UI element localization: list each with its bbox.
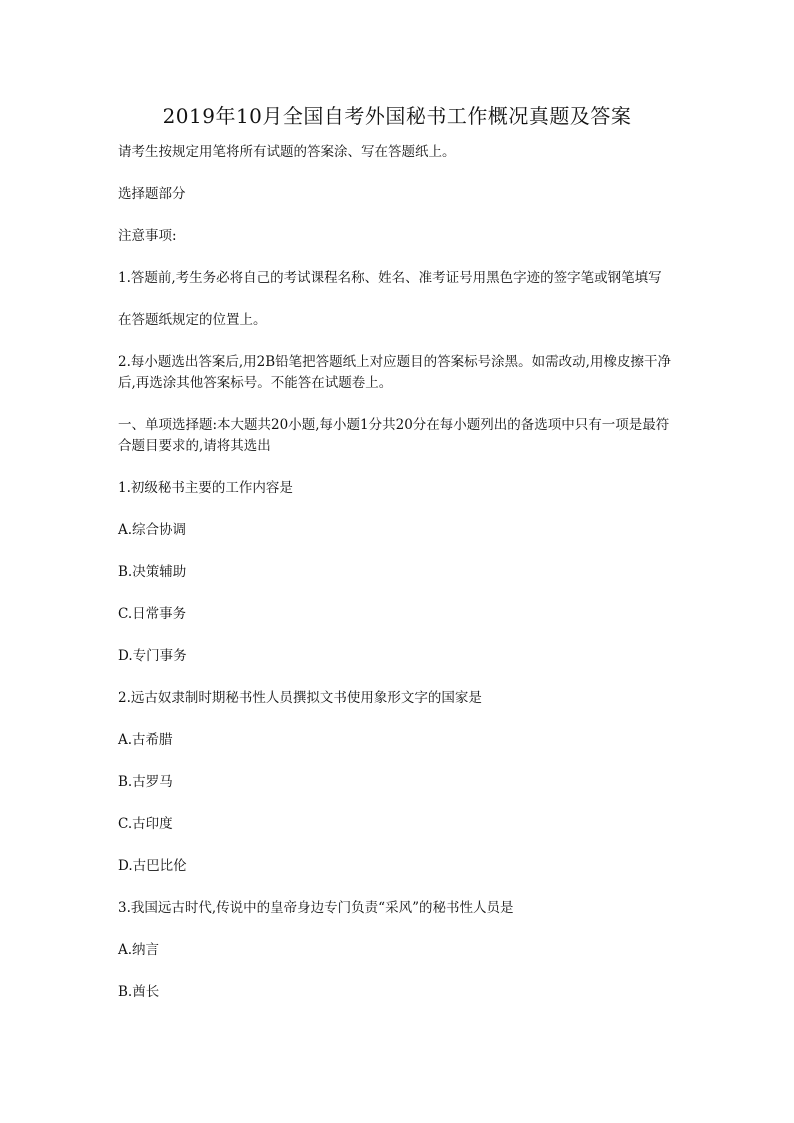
question-section-intro: 一、单项选择题:本大题共20小题,每小题1分共20分在每小题列出的备选项中只有一项是最符合题目要求的,请将其选出 bbox=[118, 417, 670, 454]
question-2-option-c: C.古印度 bbox=[118, 816, 173, 832]
question-2-option-d: D.古巴比伦 bbox=[118, 858, 187, 874]
notice-item-2: 2.每小题选出答案后,用2B铅笔把答题纸上对应题目的答案标号涂黑。如需改动,用橡皮擦干净后,再选涂其他答案标号。不能答在试题卷上。 bbox=[118, 354, 671, 391]
notice-heading: 注意事项: bbox=[118, 228, 177, 244]
question-1-option-a: A.综合协调 bbox=[118, 522, 187, 538]
question-1-option-b: B.决策辅助 bbox=[118, 564, 187, 580]
question-1: 1.初级秘书主要的工作内容是 bbox=[118, 480, 293, 496]
question-2-option-a: A.古希腊 bbox=[118, 732, 173, 748]
question-2-option-b: B.古罗马 bbox=[118, 774, 173, 790]
question-1-option-d: D.专门事务 bbox=[118, 648, 187, 664]
question-2: 2.远古奴隶制时期秘书性人员撰拟文书使用象形文字的国家是 bbox=[118, 690, 482, 706]
question-3: 3.我国远古时代,传说中的皇帝身边专门负责“采风”的秘书性人员是 bbox=[118, 900, 514, 916]
document-body bbox=[118, 142, 680, 1003]
question-3-option-b: B.酋长 bbox=[118, 984, 160, 1000]
question-1-option-c: C.日常事务 bbox=[118, 606, 187, 622]
document-title: 2019年10月全国自考外国秘书工作概况真题及答案 bbox=[162, 104, 632, 128]
notice-item-1-continued: 在答题纸规定的位置上。 bbox=[118, 312, 267, 328]
notice-item-1: 1.答题前,考生务必将自己的考试课程名称、姓名、准考证号用黑色字迹的签字笔或钢笔填写 bbox=[118, 270, 662, 286]
instruction-paragraph: 请考生按规定用笔将所有试题的答案涂、写在答题纸上。 bbox=[118, 144, 456, 160]
section-heading: 选择题部分 bbox=[118, 186, 186, 202]
question-3-option-a: A.纳言 bbox=[118, 942, 160, 958]
